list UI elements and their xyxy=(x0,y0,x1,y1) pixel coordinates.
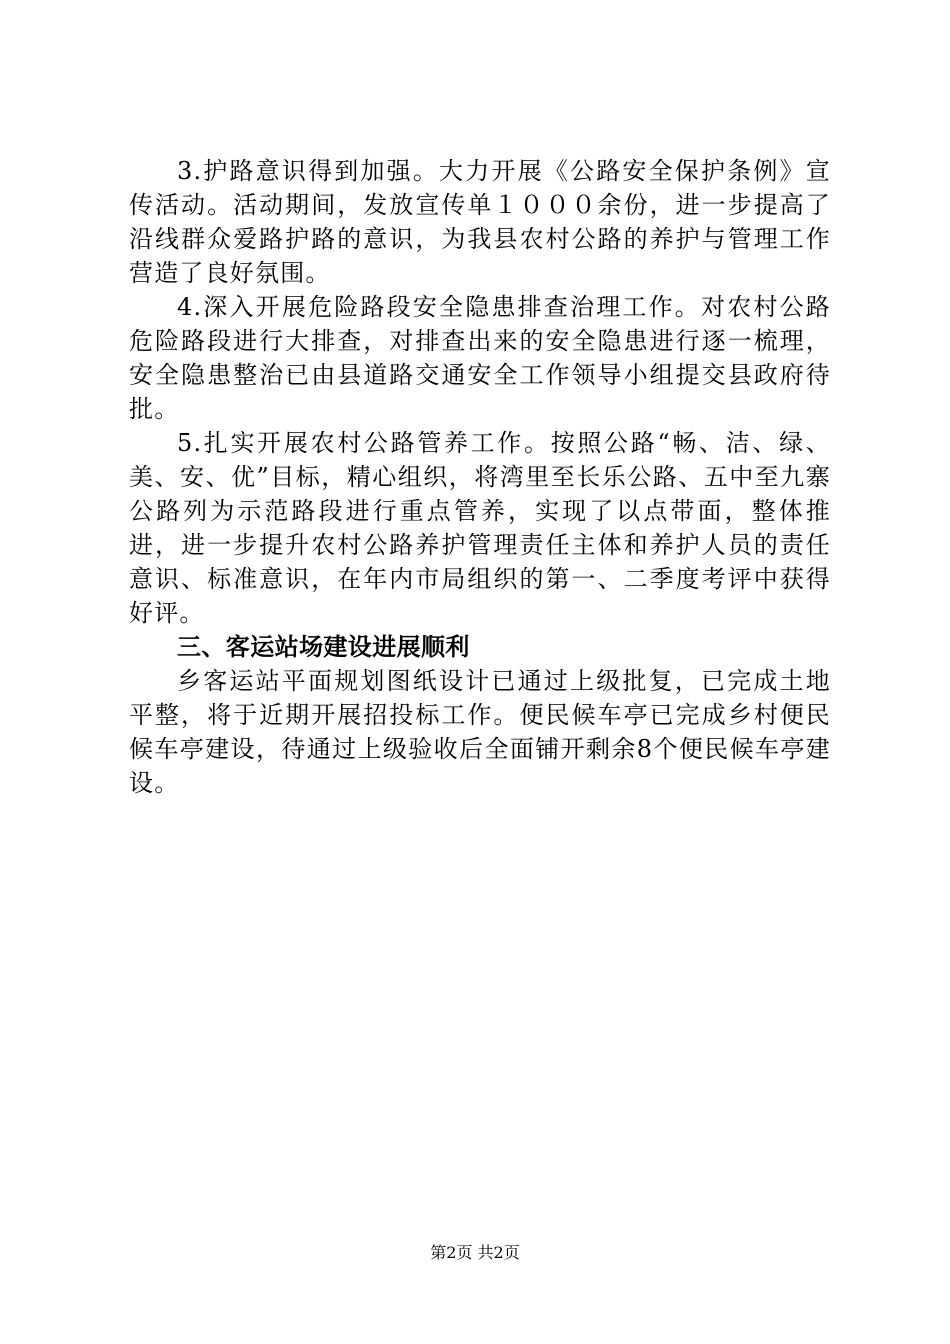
document-body xyxy=(129,154,831,800)
paragraph-road-protection-awareness: 3.护路意识得到加强。大力开展《公路安全保护条例》宣传活动。活动期间，发放宣传单１０００余份，进一步提高了沿线群众爱路护路的意识，为我县农村公路的养护与管理工作营造了良好氛围。 xyxy=(129,157,831,287)
paragraph-hazard-inspection: 4.深入开展危险路段安全隐患排查治理工作。对农村公路危险路段进行大排查，对排查出来的安全隐患进行逐一梳理，安全隐患整治已由县道路交通安全工作领导小组提交县政府待批。 xyxy=(129,293,831,423)
paragraph-passenger-station-progress: 乡客运站平面规划图纸设计已通过上级批复，已完成土地平整，将于近期开展招投标工作。便民候车亭已完成乡村便民候车亭建设，待通过上级验收后全面铺开剩余8个便民候车亭建设。 xyxy=(129,667,831,797)
section-heading-passenger-station: 三、客运站场建设进展顺利 xyxy=(177,633,470,661)
paragraph-rural-road-maintenance: 5.扎实开展农村公路管养工作。按照公路“畅、洁、绿、美、安、优”目标，精心组织，将湾里至长乐公路、五中至九寨公路列为示范路段进行重点管养，实现了以点带面，整体推进，进一步提升农村公路养护管理责任主体和养护人员的责任意识、标准意识，在年内市局组织的第一、二季度考评中获得好评。 xyxy=(129,429,831,627)
page-number-footer: 第2页 共2页 xyxy=(430,1243,520,1262)
